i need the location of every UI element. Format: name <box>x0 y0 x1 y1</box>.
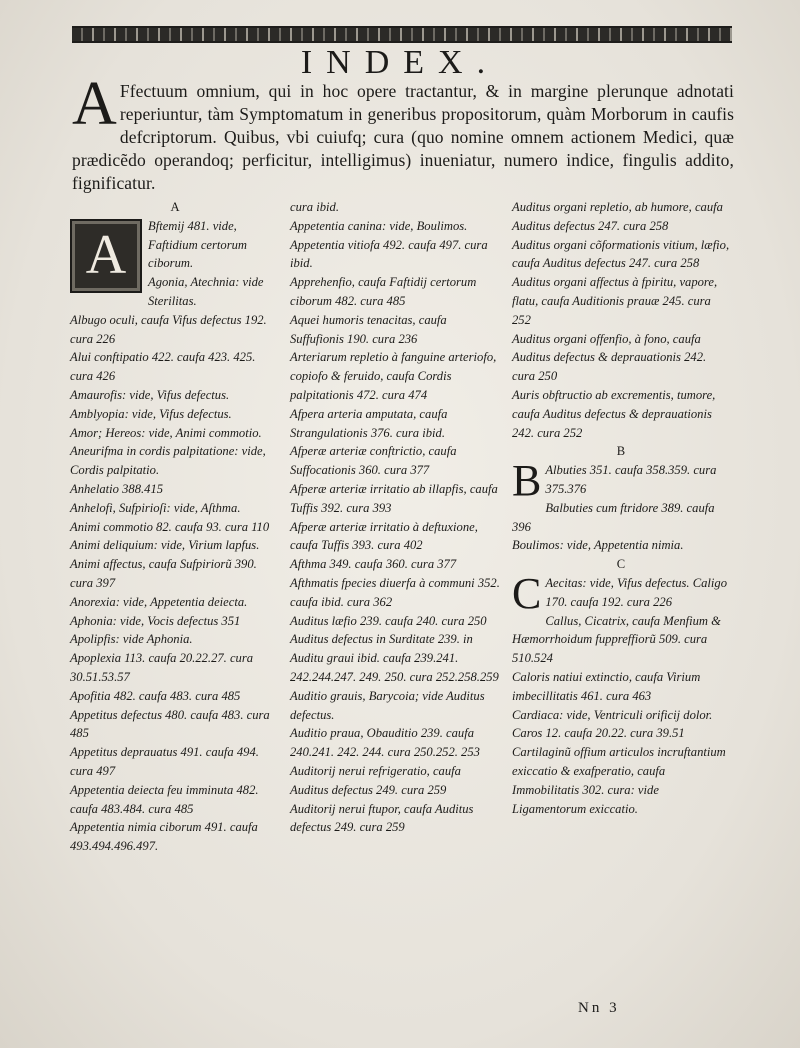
index-entry: Auris obftructio ab excrementis, tumore, caufa Auditus defectus & deprauationis 242. cura 252 <box>512 387 716 440</box>
index-entry: Appetentia canina: vide, Boulimos. <box>290 218 468 233</box>
index-entry: Callus, Cicatrix, caufa Menfium & Hæmorrhoidum fuppreffiorũ 509. cura 510.524 <box>512 613 721 666</box>
index-entry: Afperæ arteriæ irritatio à deftuxione, caufa Tuffis 393. cura 402 <box>290 519 478 553</box>
index-entry: Arteriarum repletio à fanguine arteriofo, copiofo & feruido, caufa Cordis palpitationis 472. cura 474 <box>290 350 497 402</box>
index-entry: Animi affectus, caufa Sufpiriorũ 390. cura 397 <box>70 557 257 590</box>
index-entries-col3-b <box>512 456 730 555</box>
index-entry: Amor; Hereos: vide, Animi commotio. <box>70 425 262 440</box>
index-entry: Appetentia deiecta feu imminuta 482. caufa 483.484. cura 485 <box>70 782 259 816</box>
intro-text: Ffectuum omnium, qui in hoc opere tractantur, & in margine plerunque adnotati reperiuntur, tàm Symptomatum in generibus propositorum, quàm Morborum in caufis defcriptorum. Quibus, vbi cuiufq; cura (quo nomine omnem actionem Medici, quæ prædicẽdo operandoq; perficitur, intelligimus) inueniatur, numero indice, fingulis addito, fignificatur. <box>72 81 734 193</box>
index-entry: Cartilaginũ offium articulos incruftantium exiccatio & exafperatio, caufa Immobilitatis 302. cura: vide Ligamentorum exiccatio. <box>512 745 726 816</box>
index-entry: Appetentia vitiofa 492. caufa 497. cura ibid. <box>290 237 488 271</box>
index-entry: Afpera arteria amputata, caufa Strangulationis 376. cura ibid. <box>290 406 448 440</box>
index-entry: Anhelofi, Sufpirioſi: vide, Aſthma. <box>70 500 241 515</box>
index-entry: Agonia, Atechnia: vide Sterilitas. <box>148 275 264 308</box>
index-entry: Afperæ arteriæ irritatio ab illapfis, caufa Tuffis 392. cura 393 <box>290 481 498 515</box>
index-entry: Amblyopia: vide, Vifus defectus. <box>70 406 232 421</box>
ornamental-initial-a: A <box>70 219 142 293</box>
index-entry: Aquei humoris tenacitas, caufa Suffufionis 190. cura 236 <box>290 312 447 346</box>
index-entry: Afthmatis fpecies diuerfa à communi 352. caufa ibid. cura 362 <box>290 575 500 609</box>
signature-mark: Nn 3 <box>578 1000 620 1016</box>
index-entries-col2 <box>290 198 502 837</box>
index-entry: Amaurofis: vide, Vifus defectus. <box>70 387 230 402</box>
index-entry: Apofitia 482. caufa 483. cura 485 <box>70 688 241 703</box>
index-column-2 <box>290 198 502 837</box>
index-entry: Albuties 351. caufa 358.359. cura 375.376 <box>545 463 717 496</box>
index-entry: Auditio praua, Obauditio 239. caufa 240.241. 242. 244. cura 250.252. 253 <box>290 726 480 760</box>
initial-c: C <box>512 568 542 618</box>
index-entry: Apoplexia 113. caufa 20.22.27. cura 30.51.53.57 <box>70 651 254 684</box>
index-entry: Balbuties cum ftridore 389. caufa 396 <box>512 500 715 534</box>
index-entry: Animi deliquium: vide, Virium lapfus. <box>70 538 260 553</box>
index-entry: Aneurifma in cordis palpitatione: vide, Cordis palpitatio. <box>70 444 266 478</box>
index-entry: Aphonia: vide, Vocis defectus 351 <box>70 613 241 628</box>
index-entries-col3-c <box>512 568 730 818</box>
index-column-1 <box>70 198 280 856</box>
index-entry: Apprehenfio, caufa Faftidij certorum ciborum 482. cura 485 <box>290 275 477 308</box>
intro-paragraph <box>72 70 734 195</box>
index-entry: Afperæ arteriæ conftrictio, caufa Suffocationis 360. cura 377 <box>290 444 457 478</box>
index-entries-col1 <box>70 217 280 856</box>
index-entry: Cardiaca: vide, Ventriculi orificij dolor. <box>512 707 713 722</box>
index-entry: Animi commotio 82. caufa 93. cura 110 <box>70 519 270 534</box>
index-entry: Appetentia nimia ciborum 491. caufa 493.494.496.497. <box>70 820 258 854</box>
index-entry: Alui conftipatio 422. caufa 423. 425. cura 426 <box>70 350 256 384</box>
index-entry: Bftemij 481. vide, Faftidium certorum ciborum. <box>148 218 247 271</box>
index-entry: Anorexia: vide, Appetentia deiecta. <box>70 594 248 609</box>
index-entry: Auditus organi offenfio, à fono, caufa Auditus defectus & deprauationis 242. cura 250 <box>512 331 707 384</box>
index-entry: Auditus organi repletio, ab humore, caufa Auditus defectus 247. cura 258 <box>512 200 723 233</box>
index-entry: Anhelatio 388.415 <box>70 481 164 496</box>
index-entry: cura ibid. <box>290 200 339 214</box>
index-entry: Caros 12. caufa 20.22. cura 39.51 <box>512 726 685 741</box>
index-entry: Auditorij nerui refrigeratio, caufa Auditus defectus 249. cura 259 <box>290 763 461 797</box>
index-column-3 <box>512 198 730 818</box>
index-entry: Auditus organi affectus à fpiritu, vapore, flatu, caufa Auditionis prauæ 245. cura 252 <box>512 275 718 327</box>
index-entry: Auditus læfio 239. caufa 240. cura 250 <box>290 613 487 628</box>
header-ornament <box>72 26 732 43</box>
index-entries-col3-a <box>512 198 730 442</box>
initial-b: B <box>512 456 542 506</box>
index-entry: Auditorij nerui ftupor, caufa Auditus defectus 249. cura 259 <box>290 801 474 835</box>
intro-dropcap: A <box>72 70 117 138</box>
index-entry: Auditus defectus in Surditate 239. in Auditu graui ibid. caufa 239.241. 242.244.247. 249. 250. cura 252.258.259 <box>290 632 499 684</box>
index-entry: Caloris natiui extinctio, caufa Virium imbecillitatis 461. cura 463 <box>512 669 701 703</box>
index-entry: Auditus organi cõformationis vitium, læfio, caufa Auditus defectus 247. cura 258 <box>512 237 730 271</box>
index-entry: Boulimos: vide, Appetentia nimia. <box>512 538 684 553</box>
section-letter-b: B <box>616 444 626 459</box>
index-entry: Appetitus deprauatus 491. caufa 494. cura 497 <box>70 745 259 778</box>
section-letter-c: C <box>616 557 626 572</box>
index-entry: Appetitus defectus 480. caufa 483. cura 485 <box>70 707 270 741</box>
index-entry: Albugo oculi, caufa Vifus defectus 192. cura 226 <box>70 312 267 346</box>
index-entry: Auditio grauis, Barycoia; vide Auditus defectus. <box>290 688 485 722</box>
index-entry: Apolipfis: vide Aphonia. <box>70 632 193 647</box>
index-entry: Afthma 349. caufa 360. cura 377 <box>290 557 457 572</box>
section-letter-a: A <box>170 200 180 214</box>
index-entry: Aecitas: vide, Vifus defectus. Caligo 170. caufa 192. cura 226 <box>545 575 727 609</box>
page-title: INDEX. <box>300 44 500 81</box>
